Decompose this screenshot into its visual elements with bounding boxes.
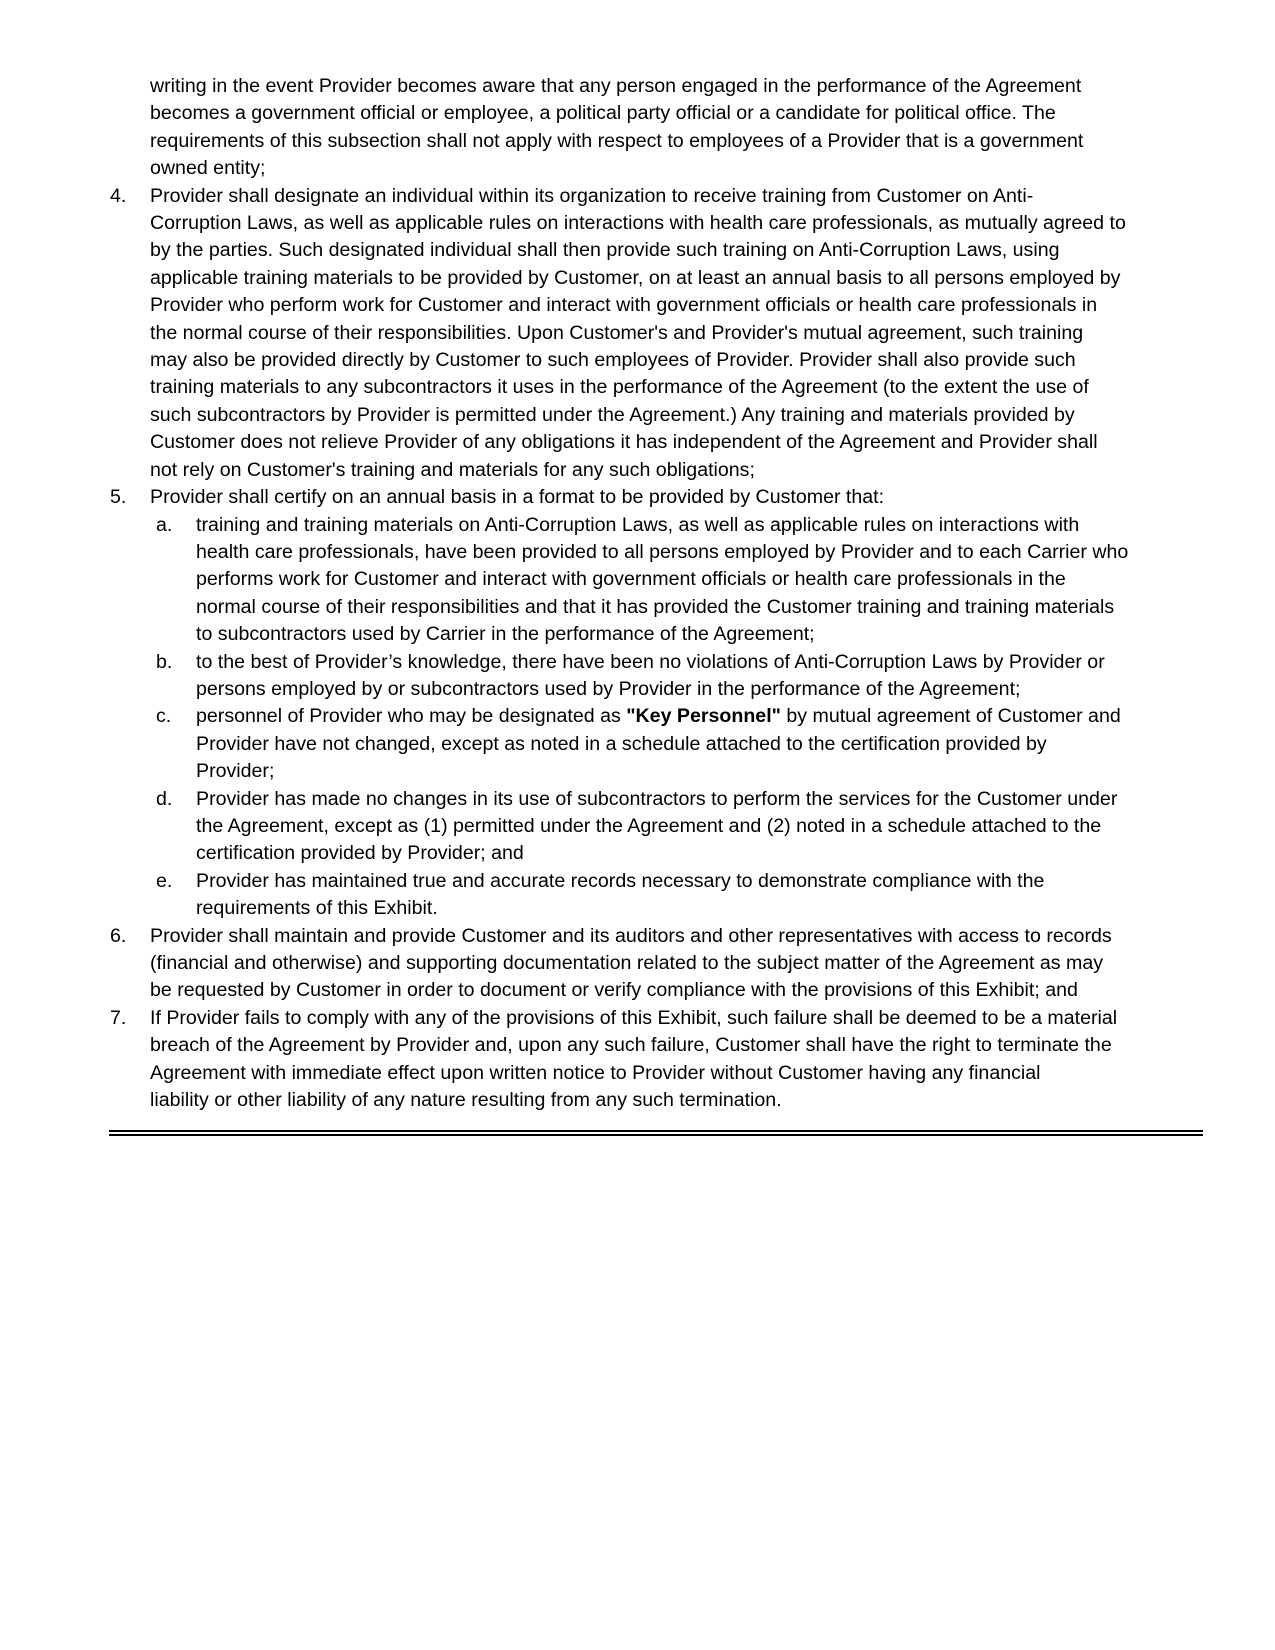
text-line: owned entity; <box>150 157 266 180</box>
text-line: Agreement with immediate effect upon written notice to Provider without Customer having any financial <box>150 1061 1041 1084</box>
item-number: 6. <box>110 924 127 947</box>
text-line: (financial and otherwise) and supporting documentation related to the subject matter of the Agreement as may <box>150 952 1104 974</box>
list-item-5d <box>110 786 1200 868</box>
text-line: the Agreement, except as (1) permitted under the Agreement and (2) noted in a schedule attached to the <box>196 814 1102 837</box>
text-line: be requested by Customer in order to document or verify compliance with the provisions of this Exhibit; and <box>150 979 1078 1002</box>
list-item-7 <box>110 1005 1200 1115</box>
item-number: 7. <box>110 1006 127 1029</box>
list-item-5a <box>110 512 1200 649</box>
text-line: breach of the Agreement by Provider and, upon any such failure, Customer shall have the right to terminate the <box>150 1034 1112 1057</box>
text-line: Provider shall certify on an annual basis in a format to be provided by Customer that: <box>150 486 885 509</box>
item-number: 4. <box>110 184 127 207</box>
list-item-5b <box>110 649 1200 704</box>
text-line: Provider has made no changes in its use of subcontractors to perform the services for the Customer under <box>196 787 1118 810</box>
list-item-5e <box>110 868 1200 923</box>
text-line: to subcontractors used by Carrier in the performance of the Agreement; <box>196 623 815 646</box>
text-line: to the best of Provider’s knowledge, there have been no violations of Anti-Corruption Laws by Provider or <box>196 650 1105 673</box>
text-line: Provider has maintained true and accurate records necessary to demonstrate compliance with the <box>196 869 1045 892</box>
text-fragment: personnel of Provider who may be designated as <box>196 705 627 728</box>
text-line: Corruption Laws, as well as applicable rules on interactions with health care professionals, as mutually agreed to <box>150 212 1126 235</box>
text-line: becomes a government official or employee, a political party official or a candidate for political office. The <box>150 102 1056 125</box>
text-line: applicable training materials to be provided by Customer, on at least an annual basis to all persons employed by <box>150 266 1121 289</box>
list-item-6 <box>110 923 1200 1005</box>
text-fragment: by mutual agreement of Customer and <box>780 705 1121 728</box>
text-line: Provider shall maintain and provide Customer and its auditors and other representatives with access to records <box>150 924 1112 947</box>
text-line: persons employed by or subcontractors used by Provider in the performance of the Agreement; <box>196 677 1021 700</box>
text-line: Customer does not relieve Provider of any obligations it has independent of the Agreement and Provider shall <box>150 431 1098 454</box>
text-line: If Provider fails to comply with any of the provisions of this Exhibit, such failure shall be deemed to be a material <box>150 1006 1118 1029</box>
text-line <box>196 703 1200 730</box>
text-line: requirements of this subsection shall not apply with respect to employees of a Provider that is a government <box>150 129 1084 152</box>
text-line: performs work for Customer and interact with government officials or health care professionals in the <box>196 568 1066 591</box>
list-item-5 <box>110 484 1200 511</box>
double-rule-divider <box>109 1130 1203 1136</box>
text-line: by the parties. Such designated individual shall then provide such training on Anti-Corruption Laws, using <box>150 239 1060 262</box>
text-line: training materials to any subcontractors it uses in the performance of the Agreement (to the extent the use of <box>150 376 1089 399</box>
item-letter: b. <box>156 650 173 673</box>
text-line: Provider who perform work for Customer and interact with government officials or health care professionals in <box>150 294 1098 317</box>
item-number: 5. <box>110 486 127 509</box>
text-line: the normal course of their responsibilities. Upon Customer's and Provider's mutual agreement, such training <box>150 321 1084 344</box>
text-line: such subcontractors by Provider is permitted under the Agreement.) Any training and materials provided by <box>150 403 1075 426</box>
text-line: Provider shall designate an individual within its organization to receive training from Customer on Anti- <box>150 184 1034 207</box>
item-letter: a. <box>156 513 173 536</box>
item-letter: e. <box>156 869 173 892</box>
document-body <box>110 73 1200 1114</box>
item-letter: c. <box>156 705 172 728</box>
text-line: training and training materials on Anti-Corruption Laws, as well as applicable rules on interactions with <box>196 513 1080 536</box>
text-line: Provider; <box>196 760 275 783</box>
list-item-5c <box>110 703 1200 785</box>
text-line: requirements of this Exhibit. <box>196 897 438 920</box>
text-line: normal course of their responsibilities and that it has provided the Customer training and training materials <box>196 595 1115 618</box>
text-line: certification provided by Provider; and <box>196 842 524 865</box>
list-item-4 <box>110 183 1200 484</box>
text-line: may also be provided directly by Customer to such employees of Provider. Provider shall also provide such <box>150 349 1076 372</box>
item-3-continuation <box>110 73 1200 183</box>
text-line: writing in the event Provider becomes aware that any person engaged in the performance of the Agreement <box>150 75 1082 97</box>
item-letter: d. <box>156 787 173 810</box>
text-line: liability or other liability of any nature resulting from any such termination. <box>150 1089 782 1112</box>
text-line: health care professionals, have been provided to all persons employed by Provider and to each Carrier who <box>196 540 1129 563</box>
text-line: not rely on Customer's training and materials for any such obligations; <box>150 458 755 481</box>
key-personnel-term: "Key Personnel" <box>626 705 781 728</box>
text-line: Provider have not changed, except as noted in a schedule attached to the certification provided by <box>196 732 1047 755</box>
